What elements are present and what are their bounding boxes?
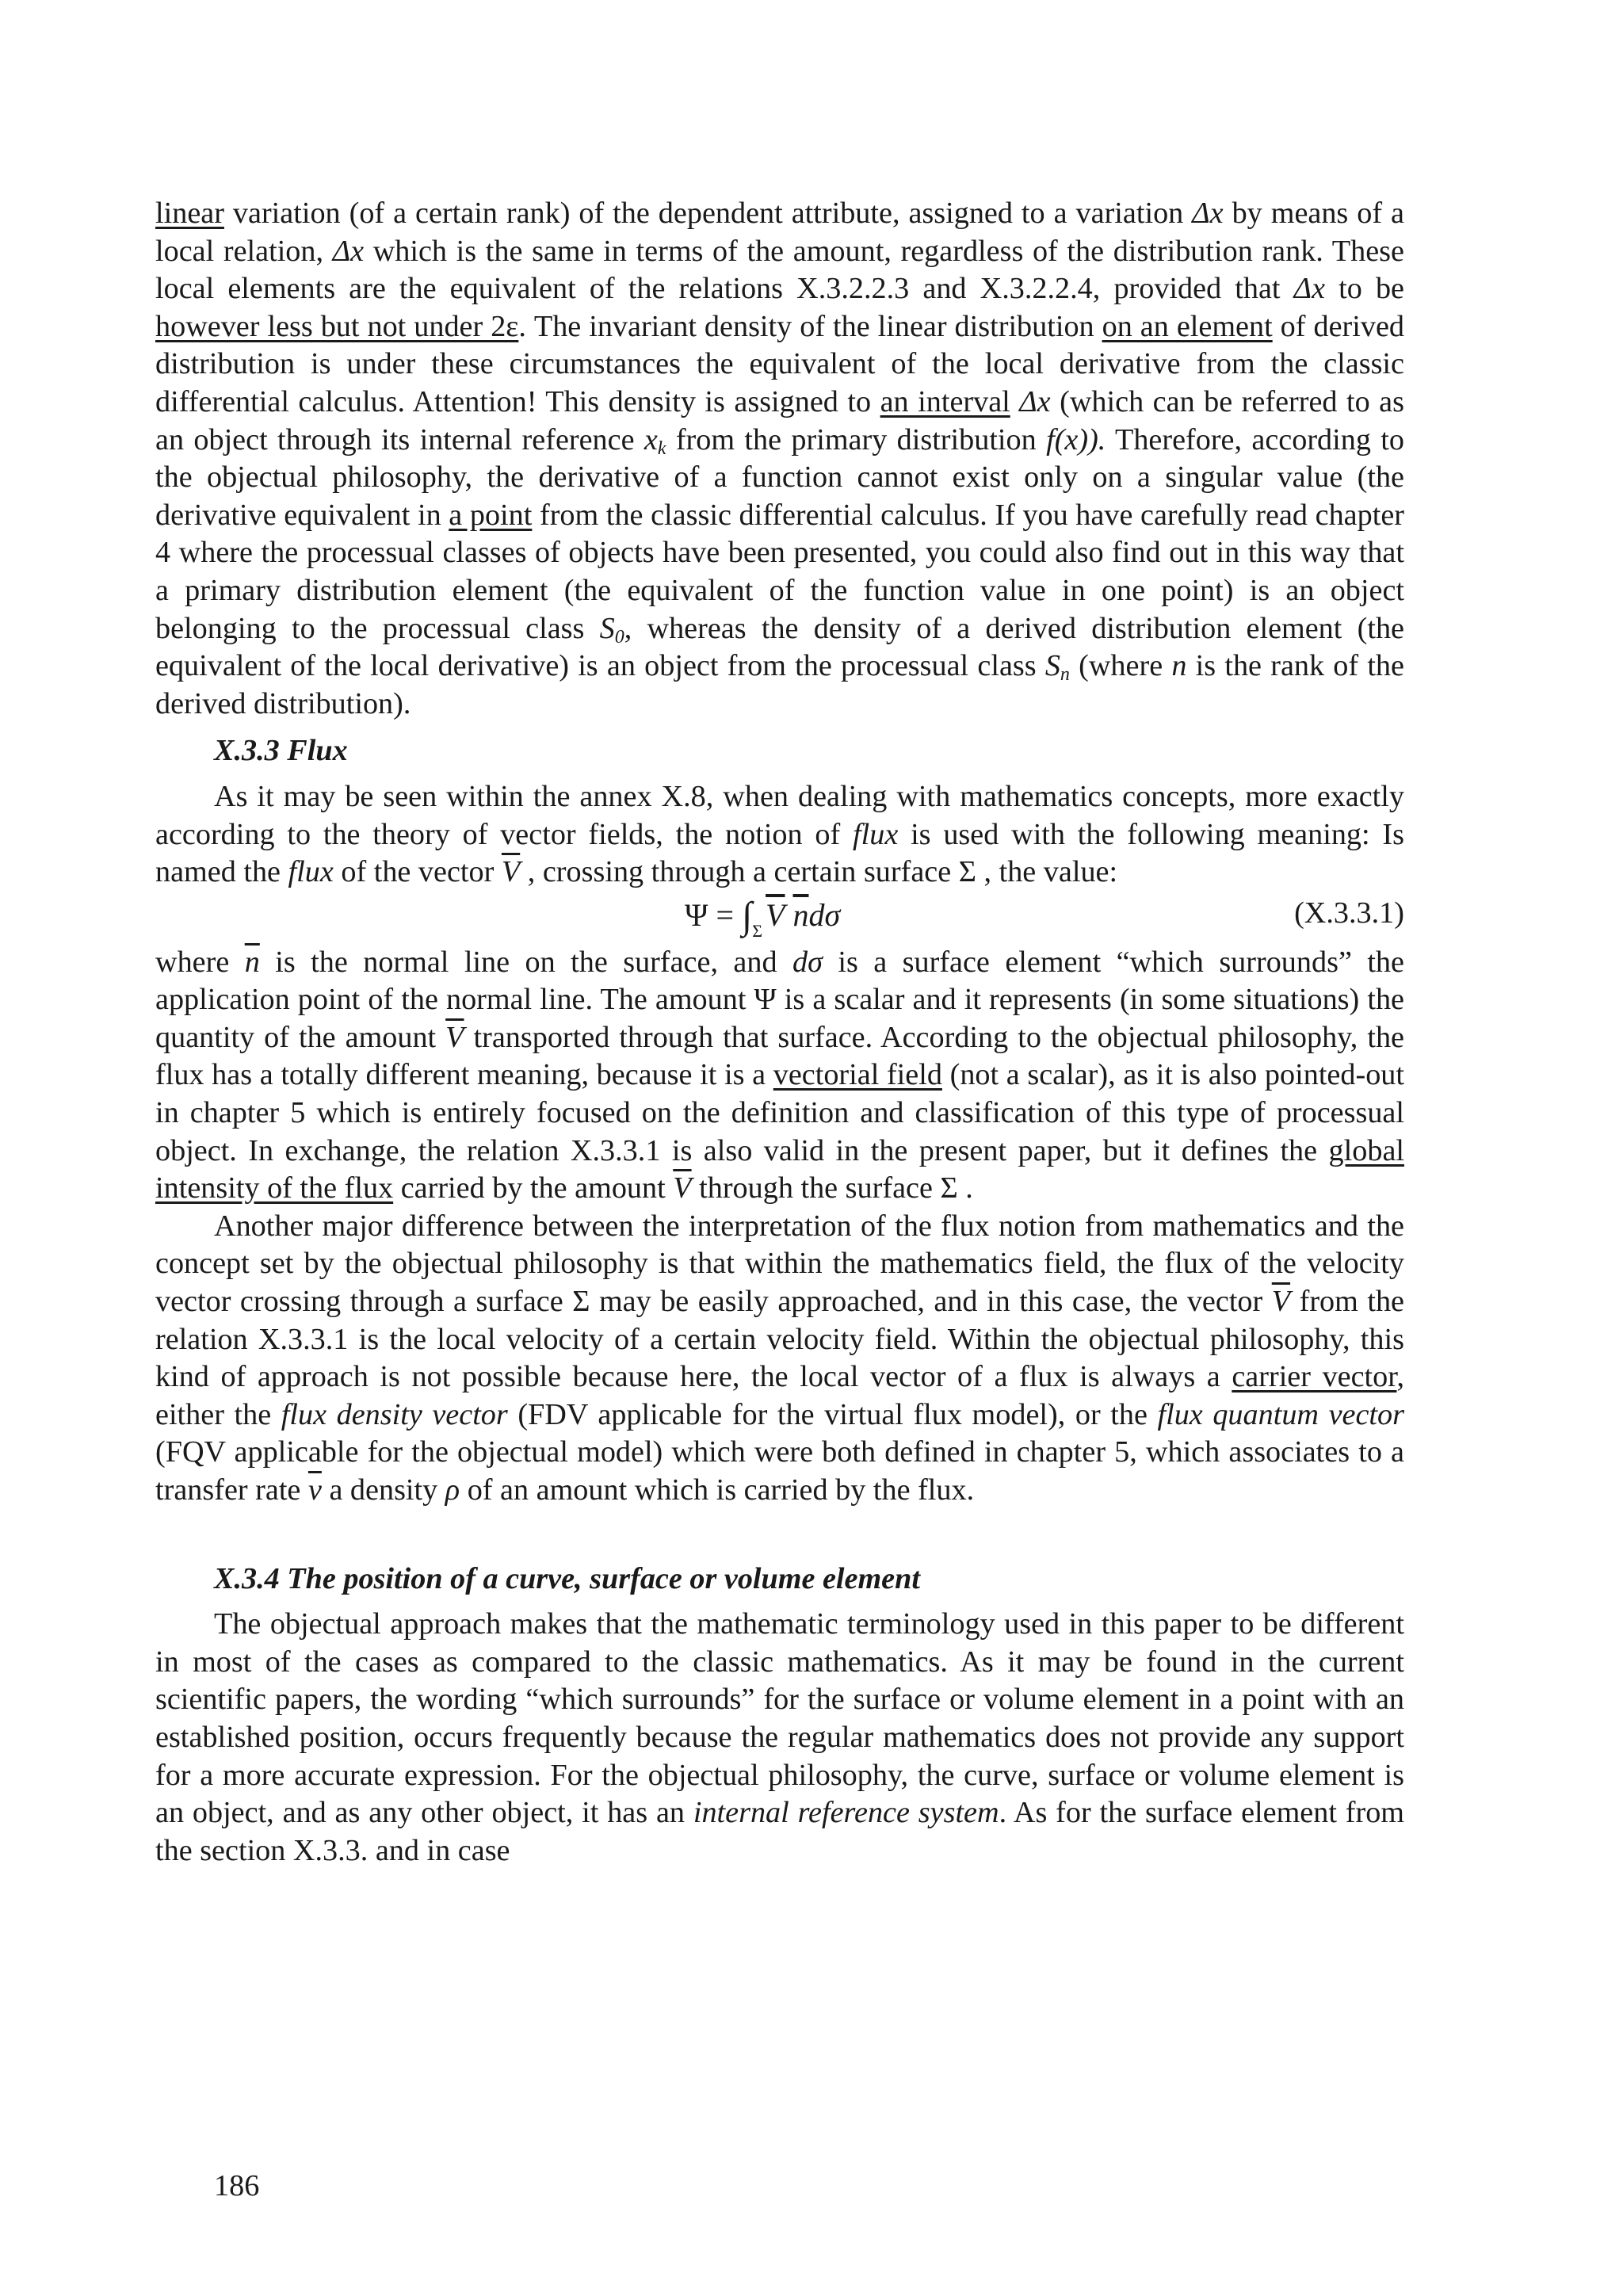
- math-symbol-base: x: [643, 422, 658, 457]
- math-symbol: [644, 423, 666, 457]
- section-heading-flux: X.3.3 Flux: [214, 734, 348, 768]
- text-run: Another major difference between the interpretation of the flux notion from mathematics and the concept set by the objectual philosophy is that within the mathematics field, the flux of the velocity vector crossing through a surface Σ may be easily approached, and in this case, the vector: [155, 1209, 1404, 1319]
- math-symbol: Δx: [1192, 197, 1224, 230]
- text-run: , either the: [155, 1360, 1404, 1431]
- equation-body: [685, 895, 840, 939]
- vector-symbol: $\overline{V}$: [501, 855, 521, 889]
- text-run: where: [155, 945, 245, 979]
- section-heading-position: X.3.4 The position of a curve, surface or volume element: [214, 1561, 920, 1595]
- underlined-term: global intensity of the flux: [155, 1133, 1404, 1205]
- underlined-term: a point: [449, 498, 533, 532]
- text-run: is a surface element “which surrounds” the application point of the normal line. The amount Ψ is a scalar and it represents (in some situations) the quantity of the amount: [155, 945, 1404, 1054]
- text-run: (not a scalar), as it is also pointed-out in chapter 5 which is entirely focused on the definition and classification of this type of processual object. In exchange, the relation X.3.3.1 is also valid in the present paper, but it defines the: [155, 1058, 1404, 1167]
- underlined-term: on an element: [1102, 309, 1273, 343]
- normal-vector-symbol: $\overline{n}$: [792, 896, 809, 933]
- math-subscript: n: [1060, 664, 1070, 686]
- surface-element-symbol: dσ: [808, 896, 841, 933]
- text-run: is the normal line on the surface, and: [259, 945, 792, 979]
- text-run: of derived distribution is under these circumstances the equivalent of the local derivative from the classic differential calculus. Attention! This density is assigned to: [155, 309, 1404, 418]
- emphasized-term: flux density vector: [281, 1397, 508, 1431]
- text-run: , crossing through a certain surface Σ , the value:: [520, 855, 1118, 889]
- text-run: . The invariant density of the linear distribution: [518, 309, 1102, 343]
- text-run: a density: [321, 1473, 445, 1507]
- text-run: variation (of a certain rank) of the dependent attribute, assigned to a variation: [223, 197, 1193, 230]
- text-run: . As for the surface element from the section X.3.3. and in case: [155, 1796, 1405, 1867]
- text-run: (FDV applicable for the virtual flux model), or the: [507, 1397, 1158, 1431]
- math-subscript: 0: [614, 626, 624, 648]
- paragraph-derivative-density: [155, 195, 1404, 723]
- text-run: of an amount which is carried by the flux.: [460, 1473, 975, 1507]
- text-run: to be: [1325, 272, 1405, 306]
- integral-sign: ∫: [742, 894, 753, 937]
- text-run: (where: [1069, 649, 1172, 683]
- vector-symbol: $\overline{V}$: [1271, 1285, 1291, 1319]
- page-number: 186: [214, 2169, 260, 2202]
- underlined-term: carrier vector: [1232, 1360, 1397, 1394]
- emphasized-term: flux: [853, 817, 899, 851]
- text-run: Therefore, according to the objectual philosophy, the derivative of a function cannot exist only on a singular value (the derivative equivalent in: [155, 422, 1404, 532]
- math-symbol-base: S: [599, 611, 615, 645]
- paragraph-flux-difference: [155, 1208, 1404, 1510]
- math-symbol: Δx: [332, 234, 365, 268]
- text-run: from the relation X.3.3.1 is the local velocity of a certain velocity field. Within the objectual philosophy, this kind of approach is not possible because here, the local vector of a flux is always a: [155, 1285, 1404, 1394]
- math-symbol: dσ: [792, 945, 823, 979]
- text-run: (which can be referred to as an object through its internal reference: [155, 384, 1404, 457]
- math-subscript: k: [657, 437, 666, 459]
- math-symbol-base: S: [1044, 649, 1060, 683]
- text-run: by means of a local relation,: [155, 197, 1404, 268]
- text-run: (FQV applicable for the objectual model) which were both defined in chapter 5, which associates to a transfer rate: [155, 1435, 1404, 1507]
- text-run: transported through that surface. According to the objectual philosophy, the flux has a totally different meaning, because it is a: [155, 1020, 1404, 1092]
- text-run: [1010, 385, 1020, 418]
- math-symbol: Δx: [1293, 272, 1326, 306]
- text-run: , whereas the density of a derived distribution element (the equivalent of the local derivative) is an object from the processual class: [155, 611, 1404, 683]
- text-run: is used with the following meaning: Is named the: [155, 817, 1404, 889]
- underlined-term: an interval: [880, 384, 1010, 418]
- emphasized-term: internal reference system: [693, 1796, 999, 1830]
- math-symbol: Δx: [1019, 384, 1051, 418]
- math-symbol: [1044, 649, 1070, 686]
- math-symbol: n: [1171, 649, 1187, 683]
- vector-symbol: $\overline{V}$: [766, 896, 785, 933]
- page-body: [155, 195, 1404, 1870]
- integral-subscript: Σ: [752, 920, 763, 941]
- math-symbol: [599, 611, 624, 648]
- equation-number: (X.3.3.1): [1294, 896, 1404, 930]
- text-run: As it may be seen within the annex X.8, when dealing with mathematics concepts, more exactly according to the theory of vector fields, the notion of: [155, 779, 1404, 851]
- text-run: of the vector: [333, 855, 502, 889]
- vector-symbol: $\overline{v}$: [307, 1473, 322, 1507]
- emphasized-term: flux quantum vector: [1157, 1397, 1404, 1431]
- math-symbol: ρ: [445, 1473, 460, 1507]
- underlined-term: vectorial field: [773, 1058, 942, 1092]
- vector-symbol: $\overline{V}$: [445, 1020, 464, 1054]
- text-run: The objectual approach makes that the mathematic terminology used in this paper to be different in most of the cases as compared to the classic mathematics. As it may be found in the current scientific papers, the wording “which surrounds” for the surface or volume element in a point with an established position, occurs frequently because the regular mathematics does not provide any support for a more accurate expression. For the objectual philosophy, the curve, surface or volume element is an object, and as any other object, it has an: [155, 1607, 1404, 1830]
- text-run: carried by the amount: [393, 1171, 674, 1205]
- underlined-term: however less but not under 2ε: [155, 309, 519, 343]
- text-run: through the surface Σ .: [691, 1171, 973, 1205]
- underlined-term: linear: [155, 197, 224, 230]
- equation-flux: [155, 892, 1404, 941]
- normal-vector-symbol: $\overline{n}$: [244, 945, 260, 979]
- text-run: which is the same in terms of the amount, regardless of the distribution rank. These local elements are the equivalent of the relations X.3.2.2.3 and X.3.2.2.4, provided that: [155, 234, 1404, 306]
- vector-symbol: $\overline{V}$: [673, 1171, 692, 1205]
- text-run: is the rank of the derived distribution).: [155, 649, 1404, 720]
- text-run: from the classic differential calculus. If you have carefully read chapter 4 where the processual classes of objects have been presented, you could also find out in this way that a primary distribution element (the equivalent of the function value in one point) is an object belonging to the processual class: [155, 498, 1405, 645]
- emphasized-term: flux: [288, 855, 334, 889]
- paragraph-flux-definition: [155, 778, 1404, 892]
- equation-lhs: Ψ =: [685, 896, 743, 933]
- text-run: from the primary distribution: [666, 422, 1047, 457]
- paragraph-flux-meaning: [155, 944, 1404, 1208]
- paragraph-position-element: [155, 1606, 1404, 1870]
- math-symbol: f(x)).: [1046, 422, 1106, 457]
